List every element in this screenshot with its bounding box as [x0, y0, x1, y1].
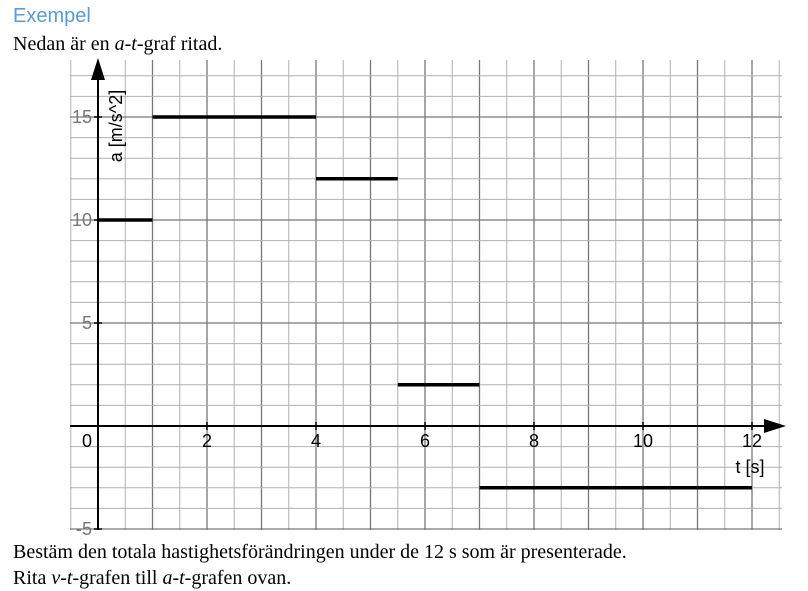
intro-text: Nedan är en a-t-graf ritad.	[13, 33, 223, 55]
x-axis-label: t [s]	[735, 457, 765, 477]
x-tick-label: 10	[632, 431, 654, 451]
y-tick-label: 10	[71, 210, 92, 230]
question-line-2: Rita v-t-grafen till a-t-grafen ovan.	[13, 567, 292, 589]
x-axis-arrow	[764, 419, 786, 433]
x-tick-label: 4	[310, 431, 322, 451]
y-axis-label: a [m/s^2]	[106, 89, 126, 163]
y-axis-arrow	[91, 58, 105, 80]
x-tick-label: 6	[419, 431, 431, 451]
question-line-1: Bestäm den totala hastighetsförändringen under de 12 s som är presenterade.	[13, 541, 627, 563]
axes	[70, 58, 786, 530]
grid	[70, 60, 782, 530]
x-tick-label: 2	[201, 431, 213, 451]
x-tick-label: 12	[741, 431, 763, 451]
y-tick-label: -5	[75, 519, 92, 539]
y-tick-label: 15	[71, 107, 92, 127]
example-heading: Exempel	[13, 5, 91, 27]
x-tick-label: 0	[81, 431, 93, 451]
x-tick-label: 8	[528, 431, 540, 451]
y-tick-label: 5	[81, 313, 92, 333]
